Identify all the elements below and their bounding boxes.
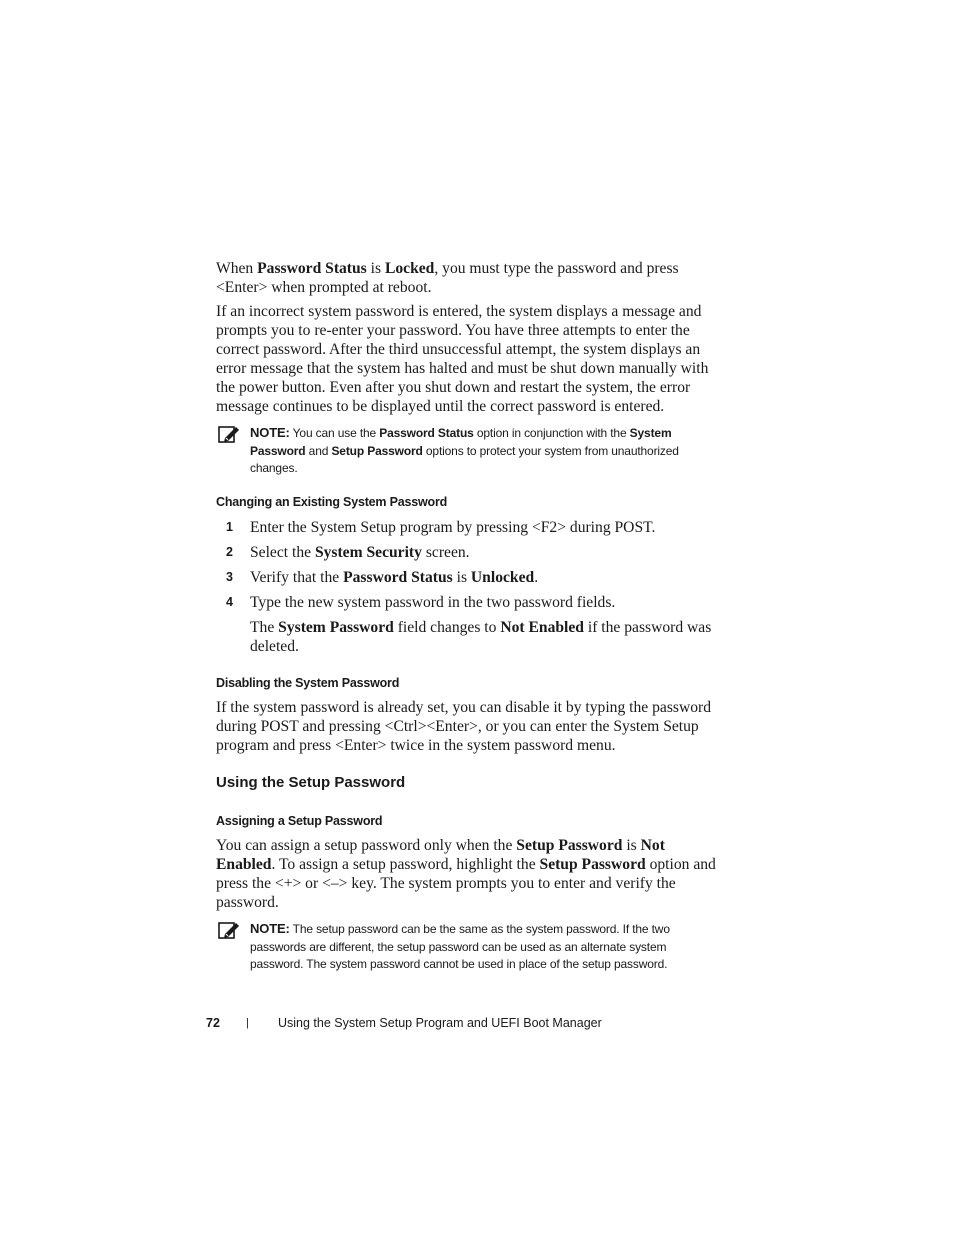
text: The: [250, 619, 279, 636]
term-locked: Locked: [384, 260, 435, 277]
term-setup-password: Setup Password: [516, 837, 623, 854]
term-setup-password: Setup Password: [331, 443, 423, 458]
term-system-security: System Security: [314, 544, 422, 561]
text: You can assign a setup password only when the: [216, 837, 517, 854]
step-text: [250, 568, 716, 587]
term-setup-password: Setup Password: [539, 856, 646, 873]
pencil-note-icon: [218, 424, 240, 444]
term-system-password: System Password: [278, 619, 394, 636]
pencil-note-icon: [218, 920, 240, 940]
term-system-password: System Password: [250, 426, 672, 458]
text: is: [452, 569, 471, 586]
term-not-enabled: Not Enabled: [216, 837, 665, 873]
text: .: [534, 569, 539, 586]
text: . To assign a setup password, highlight the: [271, 856, 540, 873]
step-4-result: [250, 618, 716, 656]
footer-separator: |: [246, 1017, 249, 1029]
paragraph-locked-status: [216, 259, 716, 297]
heading-changing-system-password: Changing an Existing System Password: [216, 495, 448, 509]
term-password-status: Password Status: [379, 426, 474, 440]
heading-using-setup-password: Using the Setup Password: [216, 774, 406, 791]
text: , you must type the password and press <Enter> when prompted at reboot.: [216, 260, 679, 296]
step-text: Enter the System Setup program by pressing <F2> during POST.: [250, 519, 656, 536]
term-unlocked: Unlocked: [470, 569, 535, 586]
text: screen.: [421, 544, 470, 561]
text: and: [305, 443, 332, 458]
term-not-enabled: Not Enabled: [500, 619, 584, 636]
note-text: [250, 920, 716, 974]
page-number: 72: [206, 1016, 220, 1030]
text: option in conjunction with the: [473, 426, 630, 440]
note-label: NOTE:: [250, 921, 290, 936]
text: Select the: [250, 544, 315, 561]
text: Verify that the: [250, 569, 344, 586]
note-label: NOTE:: [250, 425, 290, 440]
text: is: [366, 260, 385, 277]
text: field changes to: [393, 619, 501, 636]
term-password-status: Password Status: [343, 569, 453, 586]
text: option and press the <+> or <–> key. The system prompts you to enter and verify the password.: [216, 856, 716, 911]
step-number: 1: [226, 520, 233, 534]
step-number: 4: [226, 595, 233, 609]
text: You can use the: [289, 426, 380, 440]
note-text: [250, 424, 716, 478]
paragraph-assign-setup-password: [216, 836, 716, 912]
paragraph-disable-password: If the system password is already set, you can disable it by typing the password during POST and pressing <Ctrl><Enter>, or you can enter the System Setup program and press <Enter> twice in the system password menu.: [216, 699, 712, 754]
text: is: [622, 837, 641, 854]
heading-disabling-system-password: Disabling the System Password: [216, 676, 400, 690]
text: if the password was deleted.: [250, 619, 712, 655]
text: The setup password can be the same as the system password. If the two passwords are different, the setup password can be used as an alternate system password. The system password cannot be used in place of the setup password.: [250, 922, 670, 971]
term-password-status: Password Status: [257, 260, 367, 277]
step-text: [250, 543, 716, 562]
text: When: [216, 260, 258, 277]
heading-assigning-setup-password: Assigning a Setup Password: [216, 814, 383, 828]
footer-chapter-title: Using the System Setup Program and UEFI Boot Manager: [278, 1016, 602, 1030]
step-number: 2: [226, 545, 233, 559]
paragraph-incorrect-password: If an incorrect system password is entered, the system displays a message and prompts you to re-enter your password. You have three attempts to enter the correct password. After the third unsuccessful attempt, the system displays an error message that the system has halted and must be shut down manually with the power button. Even after you shut down and restart the system, the error message continues to be displayed until the correct password is entered.: [216, 303, 709, 415]
text: options to protect your system from unauthorized changes.: [250, 443, 679, 475]
step-number: 3: [226, 570, 233, 584]
step-text: Type the new system password in the two password fields.: [250, 594, 616, 611]
